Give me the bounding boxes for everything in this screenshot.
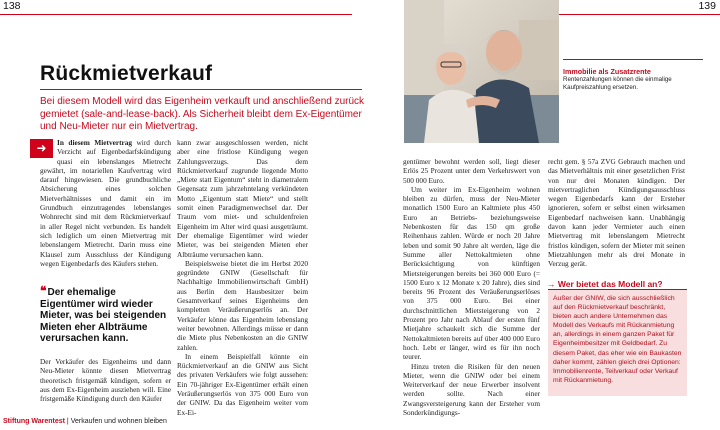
page-number-left: 138 [3, 0, 21, 12]
paragraph: recht gem. § 57a ZVG Gebrauch machen und das Mietverhältnis mit einer gesetzlichen Frist von nur drei Monaten kündigen. Der mietvertraglichen Kündigungsausschluss wegen Eigenbedarfs kann der Ersteher ignorieren, sofern er selbst einen wirksamen Eigenbedarf nachweisen kann. Unabhängig davon kann jeder Vermieter auch einen Mietvertrag mit lebenslangem Mietrecht fristlos kündigen, sofern der Mieter mit seinen Mietzahlungen mehr als drei Monate in Verzug gerät. [548, 157, 685, 269]
arrow-right-icon: ➜ [30, 139, 53, 158]
pull-quote [40, 286, 172, 345]
infobox [548, 290, 687, 396]
title-rule [40, 89, 362, 90]
caption-title: Immobilie als Zusatzrente [563, 67, 651, 76]
paragraph: kann zwar ausgeschlossen werden, nicht aber eine fristlose Kündigung wegen Zahlungsverzugs. Das dem Rückmietverkauf zugrunde liegende Motto „Miete statt Eigentum“ steht in diametralem Gegensatz zum jahrzehntelang verkündeten Motto „Eigentum statt Miete“ und stellt somit einen Paradigmenwechsel dar. Der Traum vom miet- und schuldenfreien Eigenheim im Alter wird quasi ausgeträumt. Der ehemalige Eigentümer wird wieder Mieter, was bei steigenden Mieten eher Albträume verursachen kann. [177, 138, 308, 259]
paragraph: Um weiter im Ex-Eigenheim wohnen bleiben zu dürfen, muss der Neu-Mieter monatlich 1500 Euro an Kaltmiete plus 450 Euro an Betriebs- beziehungsweise Nebenkosten für das 150 qm große Reihenhaus zahlen. Würde er noch 20 Jahre leben und somit 90 Jahre alt werden, läge die Summe aller Nettokaltmieten ohne Berücksichtigung von künftigen Mietsteigerungen bereits bei 360 000 Euro (= 1500 Euro x 12 Monate x 20 Jahre), dies sind bereits 96 Prozent des Veräußerungserlöses von 375 000 Euro. Bei einer durchschnittlichen Mietsteigerung von 2 Prozent pro Jahr nach Ablauf der ersten fünf Mietjahre schaukelt sich die Summe der Nettokaltmieten bereits auf über 400 000 Euro hoch. Lebt er länger, wird es für ihn noch teurer. [403, 184, 540, 362]
arrow-right-icon: → [547, 279, 558, 289]
column-3 [403, 157, 540, 417]
paragraph: Beispielsweise bietet die im Herbst 2020 gegründete GNIW (Gesellschaft für Nachhaltige Immobilienwirtschaft GmbH) aus Berlin dem Hausbesitzer beim Gesamtverkauf seines Eigenheims den kompletten Veräußerungserlös an. Der Verkäufer könne das Eigenheim lebenslang weiter bewohnen. Allerdings müsse er dann die Miete plus Nebenkosten an die GNIW zahlen. [177, 258, 308, 352]
footer [3, 418, 167, 425]
page-number-right: 139 [698, 0, 716, 12]
column-4 [548, 157, 685, 269]
intro-text: wird durch Verzicht auf Eigenbedarfskündigung quasi ein lebenslanges Mietrecht gewährt, im notariellen Kaufvertrag wird darauf hingewiesen. Die grundbuchliche Absicherung eines solchen Mietverhältnisses und damit ein im Grundbuch einzutragendes lebenslanges Wohnrecht sind mit dem Rückmietverkauf in aller Regel nicht verbunden. Es handelt sich lediglich um einen Mietvertrag mit lebenslangem Mietrecht. Darin muss eine Klausel zum Ausschluss der Kündigung wegen Eigenbedarfs des Käufers stehen. [40, 138, 171, 268]
page-title: Rückmietverkauf [40, 62, 213, 85]
paragraph: gentümer bewohnt werden soll, liegt dieser Erlös 25 Prozent unter dem Verkehrswert von 500 000 Euro. [403, 157, 540, 185]
top-rule-left [0, 14, 352, 15]
caption-rule [563, 59, 703, 60]
photo-senior-couple [404, 0, 559, 143]
intro-bold: In diesem Mietvertrag [57, 138, 133, 147]
paragraph: In einem Beispielfall könnte ein Rückmietverkauf an die GNIW aus Sicht des privaten Verkäufers wie folgt aussehen: Ein 70-jähriger Ex-Eigentümer erhält einen Veräußerungserlös von 375 000 Euro von der GNIW. Da das Eigenheim weiter vom Ex-Ei- [177, 351, 308, 417]
quote-icon: ❝ [40, 284, 47, 298]
caption-text: Rentenzahlungen können die einmalige Kaufpreiszahlung ersetzen. [563, 76, 672, 91]
pull-quote-text: Der ehemalige Eigentümer wird wieder Mieter, was bei steigenden Mieten eher Albträume verursachen kann. [40, 287, 167, 345]
column-2 [177, 138, 308, 417]
infobox-title [547, 279, 663, 289]
footer-separator: | [66, 418, 69, 425]
paragraph: Der Verkäufer des Eigenheims und dann Neu-Mieter könnte diesen Mietvertrag theoretisch fristgemäß kündigen, sofern er aus dem Ex-Eigenheim ausziehen will. Eine fristgemäße Kündigung durch den Käufer [40, 357, 171, 404]
column-1 [36, 138, 171, 268]
paragraph: Hinzu treten die Risiken für den neuen Mieter, wenn die GNIW oder bei einem Weiterverkauf der neue Erwerber insolvent werden sollte. Nach einer Zwangsversteigerung kann der Ersteher vom Sonderkündigungs- [403, 361, 540, 418]
lead-paragraph: Bei diesem Modell wird das Eigenheim verkauft und anschließend zurück gemietet (sale-and-lease-back). Als Sicherheit bleibt dem Ex-Eigentümer und Neu-Mieter nur ein Mietvertrag. [40, 96, 365, 132]
photo-caption [563, 67, 703, 92]
footer-section: Verkaufen und wohnen bleiben [70, 418, 167, 425]
infobox-text: Außer der GNIW, die sich ausschließlich auf den Rückmietverkauf beschränkt, bieten auch andere Unternehmen das Modell des Verkaufs mit Rückanmietung an, allerdings in einem ganzen Paket für Eigenheimbesitzer mit Geldbedarf. Zu diesem Paket, das eher wie ein Baukasten daher kommt, zählen gleich drei Optionen: Immobilienrente, Teilverkauf oder Verkauf mit Rückanmietung. [553, 295, 682, 384]
infobox-title-text: Wer bietet das Modell an? [557, 279, 663, 289]
footer-brand: Stiftung Warentest [3, 418, 65, 425]
column-1-continued [40, 357, 171, 403]
